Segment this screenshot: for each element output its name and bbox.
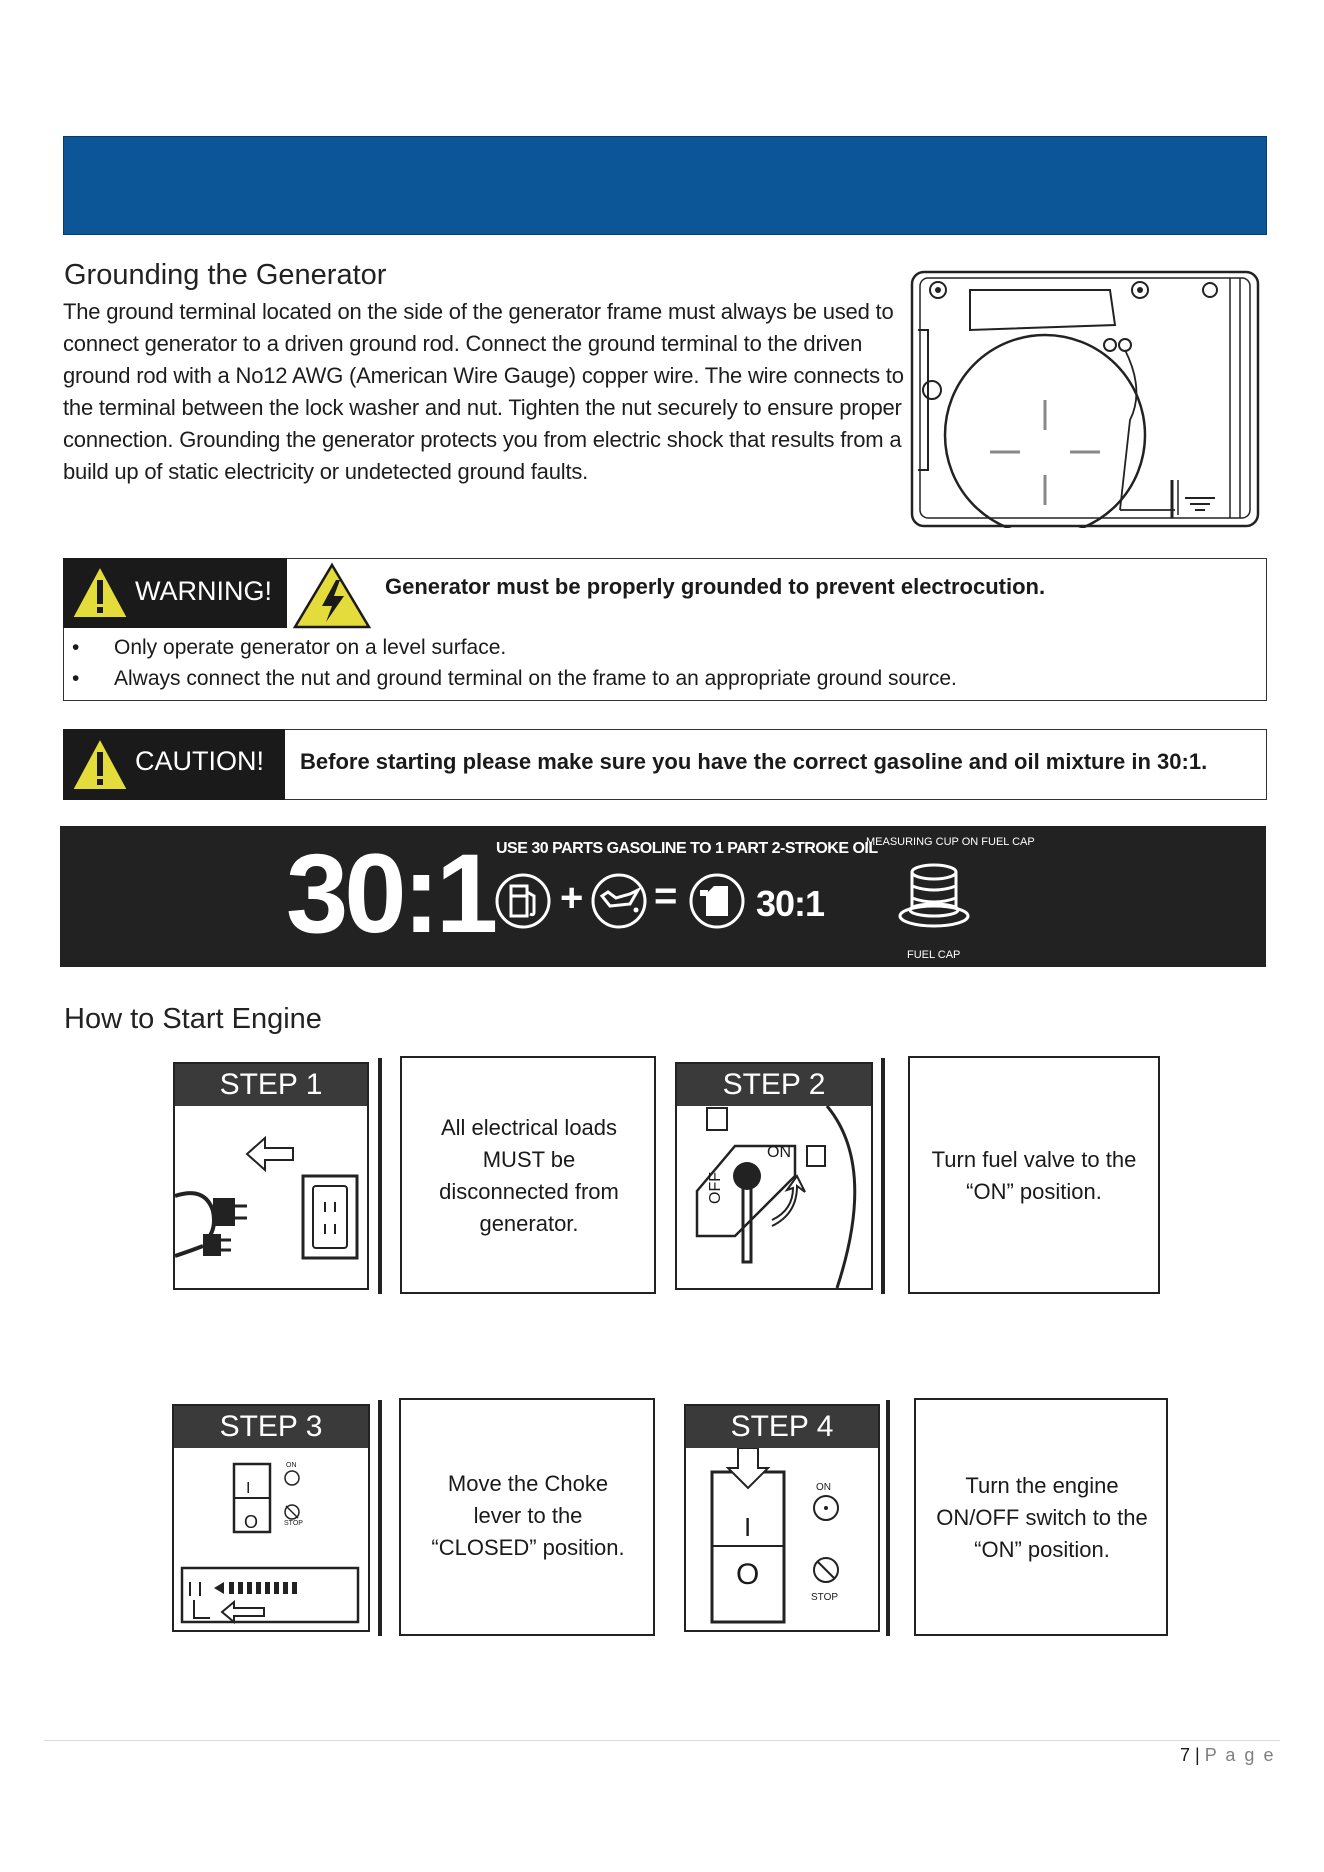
step-4-sw-i: I (744, 1512, 752, 1542)
step-3-sw-stop: STOP (284, 1520, 303, 1527)
mix-equals: = (654, 874, 678, 918)
step-4-text: Turn the engine ON/OFF switch to the “ON” position. (936, 1473, 1148, 1562)
warning-label: WARNING! (135, 576, 272, 606)
step-1-divider (378, 1058, 382, 1294)
footer-divider (44, 1740, 1280, 1741)
step-4-label: STEP 4 (686, 1406, 878, 1448)
section-title-grounding: Grounding the Generator (64, 259, 387, 291)
unplug-icon (175, 1106, 367, 1288)
warning-bullet-dot-1: • (72, 636, 80, 659)
step-3-box (399, 1398, 655, 1636)
step-4-divider (886, 1400, 890, 1636)
step-4-image (684, 1404, 880, 1632)
caution-label: CAUTION! (135, 746, 265, 776)
warning-message: Generator must be properly grounded to prevent electrocution. (385, 574, 1046, 599)
step-3-sw-i: I (246, 1480, 251, 1497)
mix-instruction: USE 30 PARTS GASOLINE TO 1 PART 2-STROKE OIL (496, 840, 878, 857)
caution-tag (63, 729, 285, 800)
step-1-box (400, 1056, 656, 1294)
page-word: P a g e (1204, 1745, 1276, 1765)
step-2-divider (881, 1058, 885, 1294)
step-3-text: Move the Choke lever to the “CLOSED” position. (431, 1471, 625, 1560)
step-2-label: STEP 2 (677, 1064, 871, 1106)
step-1-image (173, 1062, 369, 1290)
cup-note: MEASURING CUP ON FUEL CAP (866, 836, 1035, 848)
page-separator: | (1195, 1745, 1200, 1765)
step-3-image (172, 1404, 370, 1632)
step-4-sw-on: ON (816, 1482, 831, 1493)
step-3-divider (378, 1400, 382, 1636)
step-2-valve-off: OFF (707, 1172, 724, 1204)
grounding-paragraph: The ground terminal located on the side of the generator frame must always be used to connect generator to a driven ground rod. Connect the ground terminal to the driven ground rod with a No12 AWG (American Wire Gauge) copper wire. The wire connects to the terminal between the lock washer and nut. Tighten the nut securely to ensure proper connection. Grounding the generator protects you from electric shock that results from a build up of static electricity or undetected ground faults. (63, 299, 904, 484)
step-1-label: STEP 1 (175, 1064, 367, 1106)
warning-tag (63, 558, 287, 628)
fuel-cap-label: FUEL CAP (907, 949, 961, 961)
step-3-sw-on: ON (286, 1462, 297, 1469)
step-3-sw-o: O (244, 1512, 259, 1532)
electric-shock-icon (292, 562, 372, 630)
fuel-cap-icon (896, 858, 972, 938)
engine-switch-icon (686, 1448, 878, 1630)
warning-bullet-2: Always connect the nut and ground terminal on the frame to an appropriate ground source. (114, 667, 957, 690)
page-footer (1180, 1745, 1275, 1766)
step-2-valve-on: ON (767, 1144, 791, 1161)
warning-icon (69, 562, 131, 622)
step-1-text: All electrical loads MUST be disconnected from generator. (439, 1115, 619, 1236)
fuel-container-icon (688, 872, 746, 930)
page-number: 7 (1180, 1745, 1191, 1765)
step-4-sw-stop: STOP (811, 1592, 839, 1603)
mix-ratio-large: 30:1 (286, 831, 495, 956)
section-title-start: How to Start Engine (64, 1003, 322, 1035)
mix-ratio-small: 30:1 (756, 883, 825, 924)
oil-can-icon (590, 872, 648, 930)
choke-switch-icon (174, 1448, 368, 1630)
step-2-box (908, 1056, 1160, 1294)
caution-icon (69, 734, 131, 794)
step-2-image (675, 1062, 873, 1290)
generator-ground-illustration (910, 270, 1260, 528)
warning-bullet-dot-2: • (72, 667, 80, 690)
step-2-text: Turn fuel valve to the “ON” position. (931, 1147, 1137, 1204)
step-3-label: STEP 3 (174, 1406, 368, 1448)
caution-message: Before starting please make sure you have the correct gasoline and oil mixture in 30:1. (300, 749, 1208, 774)
header-bar (63, 136, 1267, 235)
step-4-sw-o: O (736, 1558, 760, 1591)
warning-bullet-1: Only operate generator on a level surface. (114, 636, 507, 659)
gasoline-pump-icon (494, 872, 552, 930)
step-4-box (914, 1398, 1168, 1636)
mix-plus: + (560, 876, 584, 920)
